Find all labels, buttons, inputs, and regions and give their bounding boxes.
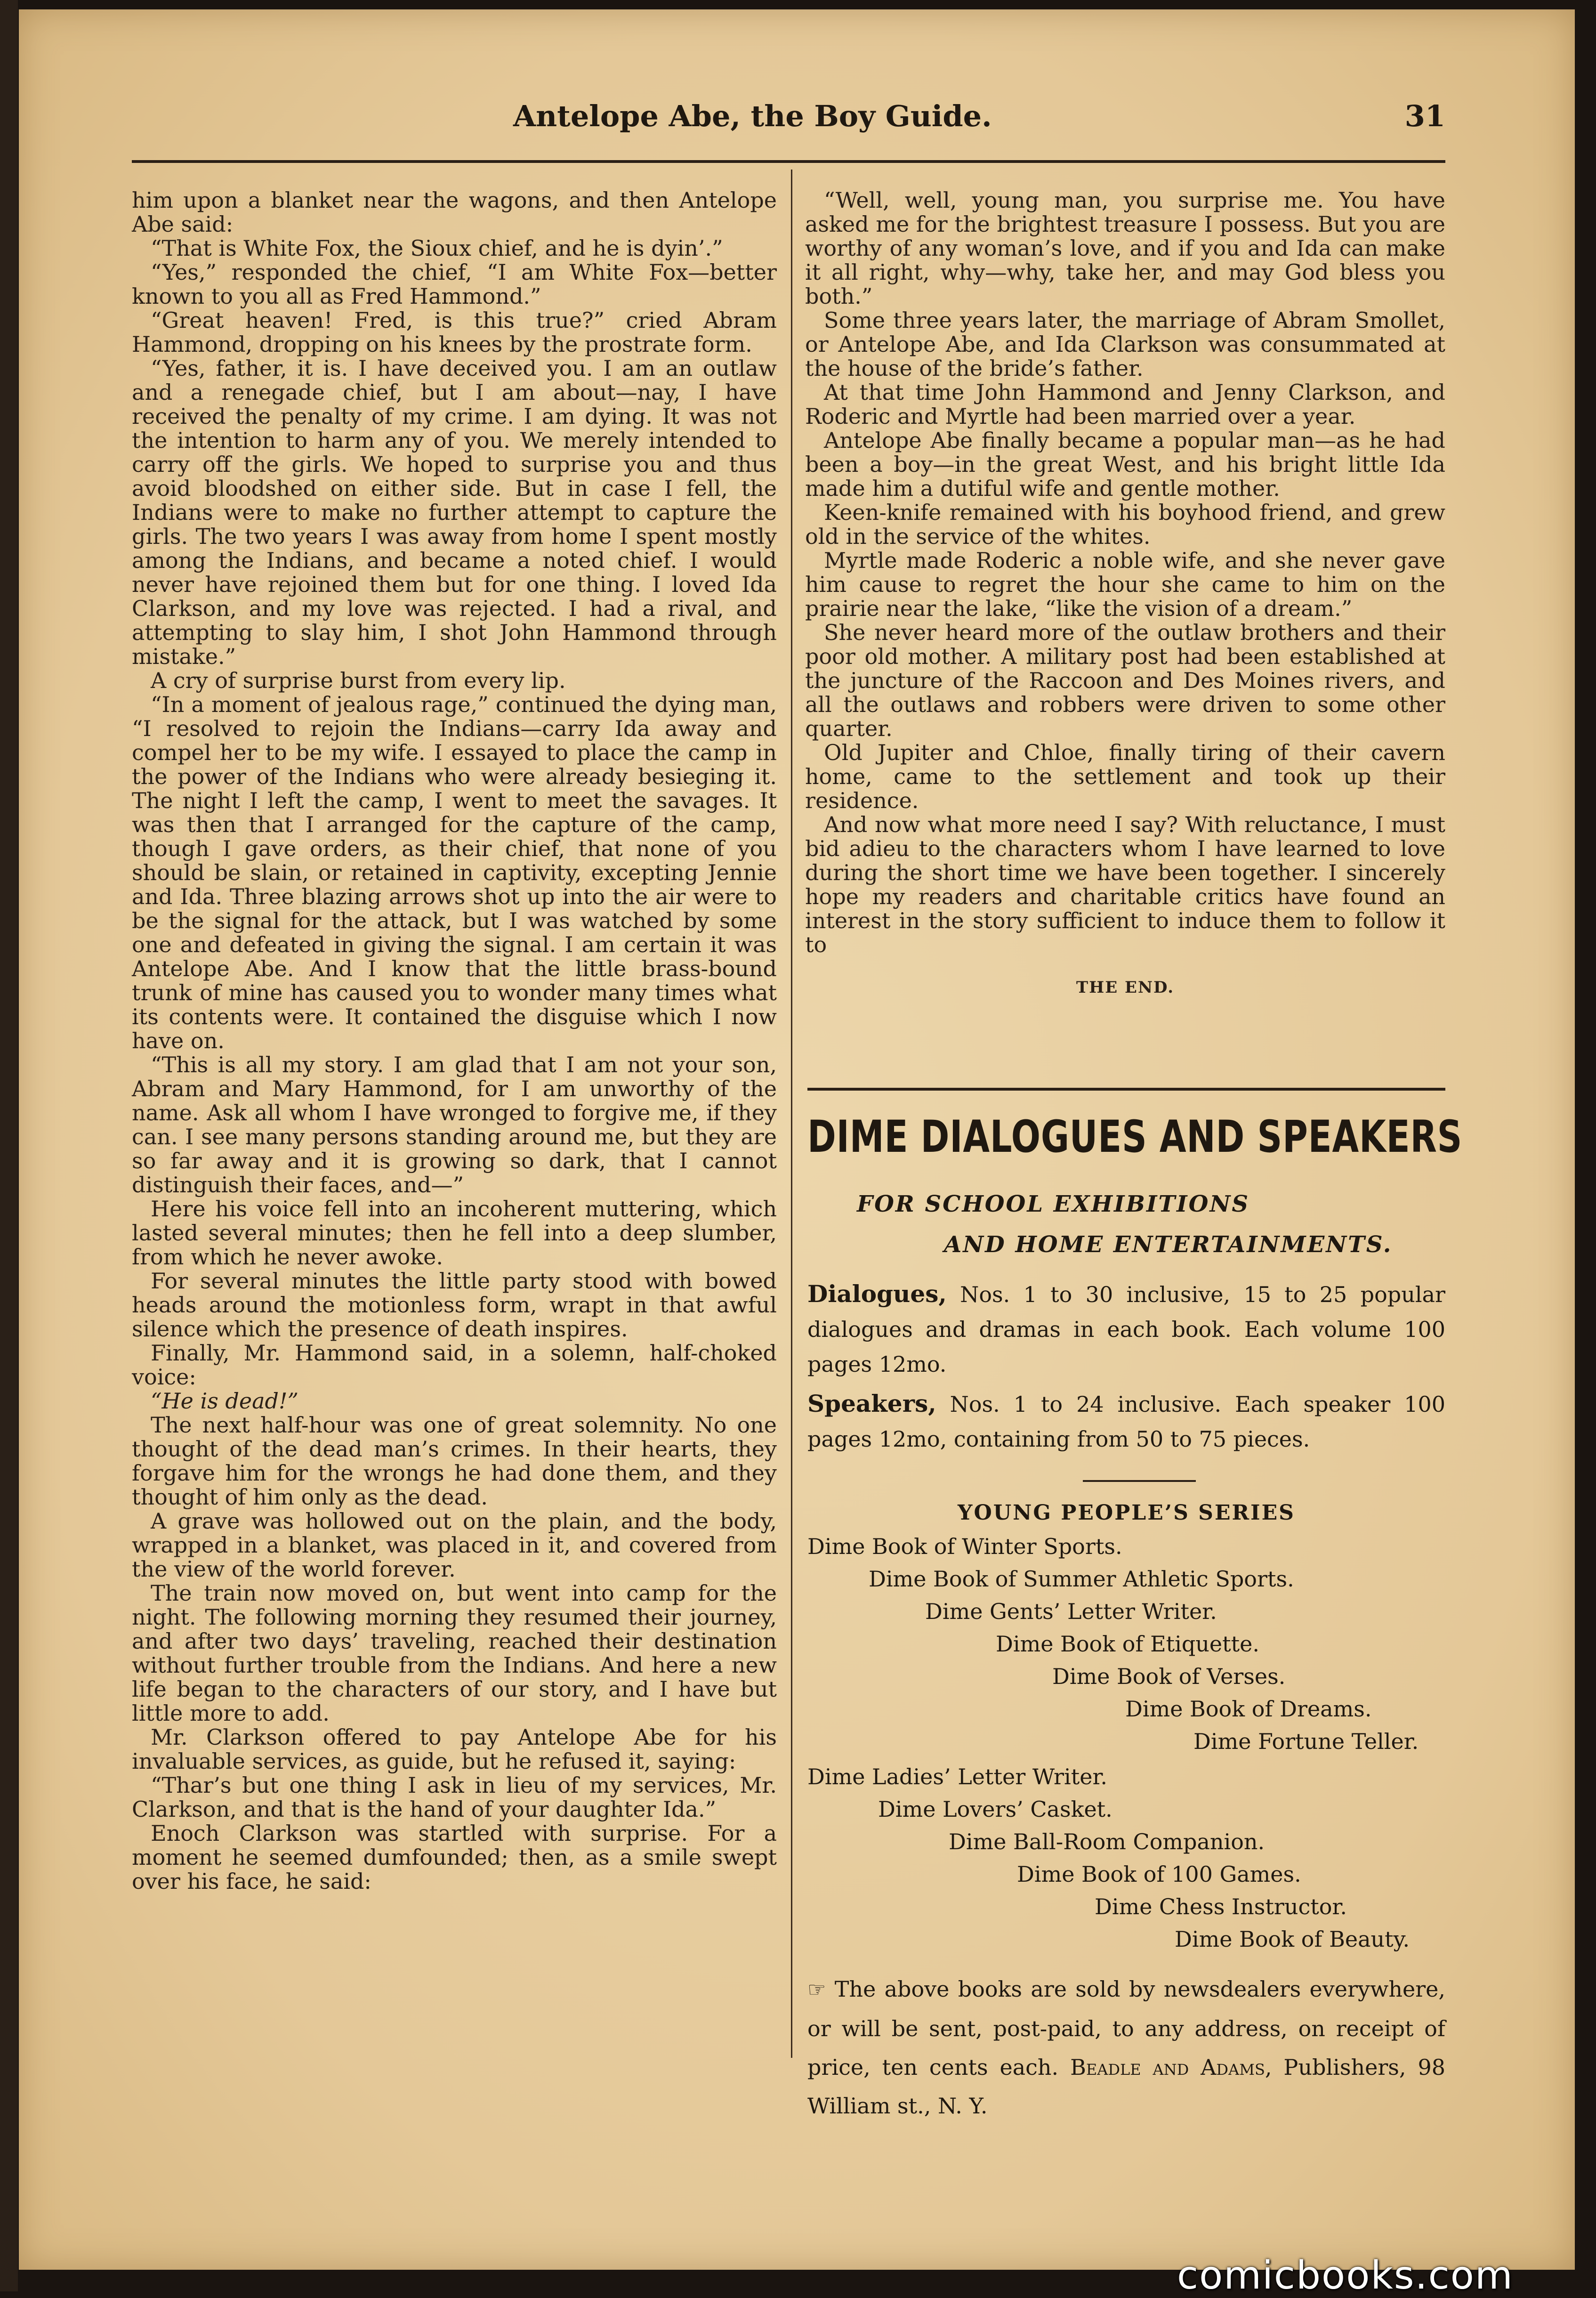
advertisement <box>807 1111 1463 2125</box>
header-rule <box>132 160 1445 163</box>
dialogues-label: Dialogues, <box>807 1280 947 1308</box>
list-item: Dime Book of Verses. <box>1052 1664 1286 1689</box>
paragraph: “That is White Fox, the Sioux chief, and he is dyin’.” <box>151 235 723 261</box>
paragraph: The train now moved on, but went into camp for the night. The following morning they resumed their journey, and after two days’ traveling, reached their destination without further trouble from the Indians. And here a new life began to the characters of our story, and I have but little more to add. <box>132 1580 777 1726</box>
section-rule <box>1083 1480 1196 1482</box>
paragraph: Enoch Clarkson was startled with surprise. For a moment he seemed dumfounded; then, as a smile swept over his face, he said: <box>132 1821 777 1894</box>
paragraph: A grave was hollowed out on the plain, and the body, wrapped in a blanket, was placed in it, and covered from the view of the world forever. <box>132 1508 777 1582</box>
watermark: comicbooks.com <box>1177 2253 1514 2298</box>
dialogues-text: Nos. 1 to 30 inclusive, 15 to 25 popular dialogues and dramas in each book. Each volume 100 pages 12mo. <box>807 1282 1445 1377</box>
right-column <box>805 188 1445 1000</box>
column-divider <box>791 170 792 2058</box>
paragraph: Finally, Mr. Hammond said, in a solemn, half-choked voice: <box>132 1340 777 1390</box>
speakers-description <box>807 1386 1445 1456</box>
paragraph: She never heard more of the outlaw brothers and their poor old mother. A military post had been established at the juncture of the Raccoon and Des Moines rivers, and all the outlaws and robbers were driven to some other quarter. <box>805 620 1445 741</box>
paragraph: At that time John Hammond and Jenny Clarkson, and Roderic and Myrtle had been married over a year. <box>805 380 1445 429</box>
ordering-note <box>807 1970 1445 2125</box>
paragraph: For several minutes the little party stood with bowed heads around the motionless form, wrapt in that awful silence which the presence of death inspires. <box>132 1268 777 1342</box>
paragraph: “This is all my story. I am glad that I am not your son, Abram and Mary Hammond, for I am unworthy of the name. Ask all whom I have wronged to forgive me, if they can. I see many persons standing around me, but they are so far away and it is growing so dark, that I cannot distinguish their faces, and—” <box>132 1052 777 1198</box>
advertisement-subtitle: FOR SCHOOL EXHIBITIONS <box>857 1191 1249 1217</box>
paragraph: A cry of surprise burst from every lip. <box>151 668 566 693</box>
paragraph: Here his voice fell into an incoherent muttering, which lasted several minutes; then he fell into a deep slumber, from which he never awoke. <box>132 1196 777 1270</box>
paragraph: Old Jupiter and Chloe, finally tiring of their cavern home, came to the settlement and took up their residence. <box>805 740 1445 813</box>
list-item: Dime Book of 100 Games. <box>1017 1861 1301 1887</box>
paragraph: Myrtle made Roderic a noble wife, and she never gave him cause to regret the hour she came to him on the prairie near the lake, “like the vision of a dream.” <box>805 548 1445 621</box>
paragraph: Some three years later, the marriage of Abram Smollet, or Antelope Abe, and Ida Clarkson was consummated at the house of the bride’s father. <box>805 307 1445 381</box>
dialogues-description <box>807 1277 1445 1382</box>
list-item: Dime Ball-Room Companion. <box>949 1829 1265 1854</box>
list-item: Dime Ladies’ Letter Writer. <box>807 1764 1108 1789</box>
paragraph: “Thar’s but one thing I ask in lieu of my services, Mr. Clarkson, and that is the hand of your daughter Ida.” <box>132 1772 777 1822</box>
list-item: Dime Fortune Teller. <box>1193 1729 1419 1754</box>
paragraph: “He is dead!” <box>151 1388 298 1414</box>
paragraph: “Yes,” responded the chief, “I am White Fox—better known to you all as Fred Hammond.” <box>132 259 777 309</box>
the-end-label: THE END. <box>1076 978 1175 997</box>
paragraph: Keen-knife remained with his boyhood friend, and grew old in the service of the whites. <box>805 500 1445 549</box>
publisher-address: , Publishers, 98 William st., N. Y. <box>807 2055 1445 2119</box>
paragraph: “Great heaven! Fred, is this true?” cried Abram Hammond, dropping on his knees by the prostrate form. <box>132 307 777 357</box>
series-title: YOUNG PEOPLE’S SERIES <box>958 1501 1295 1525</box>
page-number: 31 <box>1404 99 1445 133</box>
list-item: Dime Lovers’ Casket. <box>878 1796 1112 1822</box>
left-column <box>132 188 777 1893</box>
list-item: Dime Book of Winter Sports. <box>807 1534 1122 1559</box>
paragraph: And now what more need I say? With reluctance, I must bid adieu to the characters whom I have learned to love during the short time we have been together. I sincerely hope my readers and charitable critics have found an interest in the story sufficient to induce them to follow it to <box>805 812 1445 957</box>
advertisement-subtitle: AND HOME ENTERTAINMENTS. <box>944 1231 1393 1258</box>
publisher-name: Beadle and Adams <box>1070 2055 1265 2080</box>
paragraph: him upon a blanket near the wagons, and then Antelope Abe said: <box>132 187 777 237</box>
advertisement-rule <box>807 1088 1445 1091</box>
ordering-text: The above books are sold by newsdealers everywhere, or will be sent, post-paid, to any address, on receipt of price, ten cents each. <box>807 1976 1445 2080</box>
paragraph: Mr. Clarkson offered to pay Antelope Abe for his invaluable services, as guide, but he refused it, saying: <box>132 1724 777 1774</box>
paragraph: “In a moment of jealous rage,” continued the dying man, “I resolved to rejoin the Indians—carry Ida away and compel her to be my wife. I essayed to place the camp in the power of the Indians who were already besieging it. The night I left the camp, I went to meet the savages. It was then that I arranged for the capture of the camp, though I gave orders, as their chief, that none of you should be slain, or retained in captivity, excepting Jennie and Ida. Three blazing arrows shot up into the air were to be the signal for the attack, but I was watched by some one and defeated in giving the signal. I am certain it was Antelope Abe. And I know that the little brass-bound trunk of mine has caused you to wonder many times what its contents were. It contained the disguise which I now have on. <box>132 692 777 1053</box>
advertisement-title: DIME DIALOGUES AND SPEAKERS <box>807 1111 1463 1163</box>
paragraph: The next half-hour was one of great solemnity. No one thought of the dead man’s crimes. In their hearts, they forgave him for the wrongs he had done them, and they thought of him only as the dead. <box>132 1412 777 1510</box>
pointing-hand-icon: ☞ <box>807 1978 826 2002</box>
page-header <box>513 99 1445 141</box>
speakers-label: Speakers, <box>807 1390 936 1417</box>
list-item: Dime Book of Dreams. <box>1125 1696 1372 1722</box>
paragraph: “Well, well, young man, you surprise me. You have asked me for the brightest treasure I possess. But you are worthy of any woman’s love, and if you and Ida can make it all right, why—why, take her, and may God bless you both.” <box>805 187 1445 309</box>
list-item: Dime Book of Beauty. <box>1175 1926 1410 1952</box>
running-title: Antelope Abe, the Boy Guide. <box>513 99 992 133</box>
book-list <box>807 1530 1445 1956</box>
list-item: Dime Book of Etiquette. <box>996 1631 1259 1657</box>
book-binding <box>0 0 18 2291</box>
paragraph: Antelope Abe finally became a popular man—as he had been a boy—in the great West, and his bright little Ida made him a dutiful wife and gentle mother. <box>805 428 1445 501</box>
list-item: Dime Book of Summer Athletic Sports. <box>869 1566 1294 1592</box>
paragraph: “Yes, father, it is. I have deceived you. I am an outlaw and a renegade chief, but I am about—nay, I have received the penalty of my crime. I am dying. It was not the intention to harm any of you. We merely intended to carry off the girls. We hoped to surprise you and thus avoid bloodshed on either side. But in case I fell, the Indians were to make no further attempt to capture the girls. The two years I was away from home I spent mostly among the Indians, and became a noted chief. I would never have rejoined them but for one thing. I loved Ida Clarkson, and my love was rejected. I had a rival, and attempting to slay him, I shot John Hammond through mistake.” <box>132 356 777 669</box>
speakers-text: Nos. 1 to 24 inclusive. Each speaker 100 pages 12mo, containing from 50 to 75 pieces. <box>807 1392 1445 1452</box>
list-item: Dime Chess Instructor. <box>1095 1894 1347 1919</box>
list-item: Dime Gents’ Letter Writer. <box>925 1599 1217 1624</box>
